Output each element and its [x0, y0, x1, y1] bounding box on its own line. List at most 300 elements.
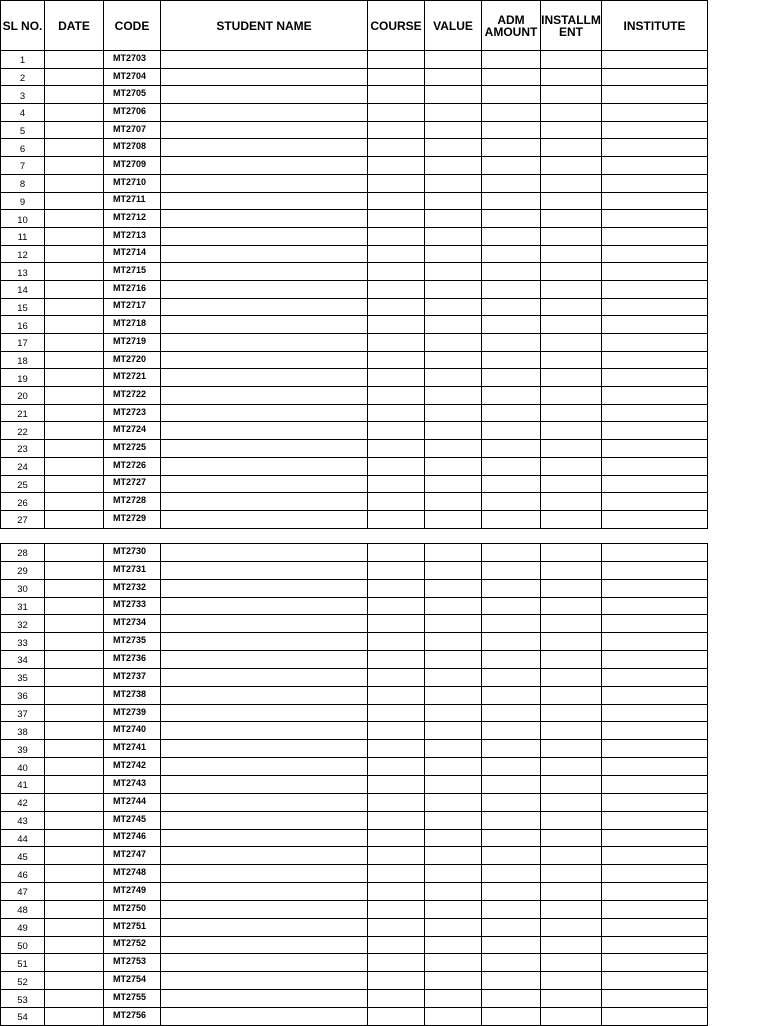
course-cell[interactable]: [368, 245, 425, 263]
institute-cell[interactable]: [602, 883, 708, 901]
student-name-cell[interactable]: [161, 633, 368, 651]
value-cell[interactable]: [425, 758, 482, 776]
student-name-cell[interactable]: [161, 227, 368, 245]
date-cell[interactable]: [45, 121, 104, 139]
adm-amount-cell[interactable]: [482, 192, 541, 210]
institute-cell[interactable]: [602, 316, 708, 334]
installment-cell[interactable]: [541, 954, 602, 972]
student-name-cell[interactable]: [161, 811, 368, 829]
student-name-cell[interactable]: [161, 918, 368, 936]
institute-cell[interactable]: [602, 493, 708, 511]
course-cell[interactable]: [368, 829, 425, 847]
course-cell[interactable]: [368, 493, 425, 511]
installment-cell[interactable]: [541, 900, 602, 918]
date-cell[interactable]: [45, 651, 104, 669]
institute-cell[interactable]: [602, 227, 708, 245]
course-cell[interactable]: [368, 758, 425, 776]
course-cell[interactable]: [368, 263, 425, 281]
course-cell[interactable]: [368, 740, 425, 758]
date-cell[interactable]: [45, 68, 104, 86]
student-name-cell[interactable]: [161, 972, 368, 990]
institute-cell[interactable]: [602, 263, 708, 281]
institute-cell[interactable]: [602, 811, 708, 829]
adm-amount-cell[interactable]: [482, 157, 541, 175]
date-cell[interactable]: [45, 245, 104, 263]
date-cell[interactable]: [45, 227, 104, 245]
student-name-cell[interactable]: [161, 883, 368, 901]
value-cell[interactable]: [425, 298, 482, 316]
value-cell[interactable]: [425, 174, 482, 192]
installment-cell[interactable]: [541, 86, 602, 104]
adm-amount-cell[interactable]: [482, 245, 541, 263]
institute-cell[interactable]: [602, 51, 708, 69]
adm-amount-cell[interactable]: [482, 668, 541, 686]
date-cell[interactable]: [45, 387, 104, 405]
date-cell[interactable]: [45, 900, 104, 918]
institute-cell[interactable]: [602, 404, 708, 422]
date-cell[interactable]: [45, 1007, 104, 1025]
value-cell[interactable]: [425, 86, 482, 104]
course-cell[interactable]: [368, 722, 425, 740]
installment-cell[interactable]: [541, 210, 602, 228]
student-name-cell[interactable]: [161, 86, 368, 104]
institute-cell[interactable]: [602, 245, 708, 263]
date-cell[interactable]: [45, 422, 104, 440]
adm-amount-cell[interactable]: [482, 440, 541, 458]
course-cell[interactable]: [368, 900, 425, 918]
adm-amount-cell[interactable]: [482, 404, 541, 422]
course-cell[interactable]: [368, 579, 425, 597]
student-name-cell[interactable]: [161, 369, 368, 387]
date-cell[interactable]: [45, 883, 104, 901]
adm-amount-cell[interactable]: [482, 457, 541, 475]
value-cell[interactable]: [425, 245, 482, 263]
adm-amount-cell[interactable]: [482, 174, 541, 192]
date-cell[interactable]: [45, 210, 104, 228]
institute-cell[interactable]: [602, 1007, 708, 1025]
institute-cell[interactable]: [602, 157, 708, 175]
date-cell[interactable]: [45, 334, 104, 352]
date-cell[interactable]: [45, 936, 104, 954]
institute-cell[interactable]: [602, 561, 708, 579]
date-cell[interactable]: [45, 316, 104, 334]
installment-cell[interactable]: [541, 811, 602, 829]
date-cell[interactable]: [45, 104, 104, 122]
installment-cell[interactable]: [541, 440, 602, 458]
student-name-cell[interactable]: [161, 440, 368, 458]
institute-cell[interactable]: [602, 475, 708, 493]
course-cell[interactable]: [368, 475, 425, 493]
course-cell[interactable]: [368, 704, 425, 722]
course-cell[interactable]: [368, 298, 425, 316]
date-cell[interactable]: [45, 139, 104, 157]
installment-cell[interactable]: [541, 829, 602, 847]
adm-amount-cell[interactable]: [482, 51, 541, 69]
installment-cell[interactable]: [541, 544, 602, 562]
student-name-cell[interactable]: [161, 475, 368, 493]
adm-amount-cell[interactable]: [482, 422, 541, 440]
date-cell[interactable]: [45, 493, 104, 511]
installment-cell[interactable]: [541, 245, 602, 263]
student-name-cell[interactable]: [161, 829, 368, 847]
date-cell[interactable]: [45, 544, 104, 562]
value-cell[interactable]: [425, 351, 482, 369]
institute-cell[interactable]: [602, 668, 708, 686]
course-cell[interactable]: [368, 918, 425, 936]
adm-amount-cell[interactable]: [482, 579, 541, 597]
institute-cell[interactable]: [602, 68, 708, 86]
institute-cell[interactable]: [602, 334, 708, 352]
course-cell[interactable]: [368, 157, 425, 175]
installment-cell[interactable]: [541, 280, 602, 298]
adm-amount-cell[interactable]: [482, 633, 541, 651]
student-name-cell[interactable]: [161, 758, 368, 776]
date-cell[interactable]: [45, 865, 104, 883]
course-cell[interactable]: [368, 68, 425, 86]
installment-cell[interactable]: [541, 316, 602, 334]
installment-cell[interactable]: [541, 51, 602, 69]
date-cell[interactable]: [45, 972, 104, 990]
value-cell[interactable]: [425, 68, 482, 86]
installment-cell[interactable]: [541, 758, 602, 776]
installment-cell[interactable]: [541, 668, 602, 686]
date-cell[interactable]: [45, 280, 104, 298]
date-cell[interactable]: [45, 615, 104, 633]
institute-cell[interactable]: [602, 918, 708, 936]
value-cell[interactable]: [425, 227, 482, 245]
course-cell[interactable]: [368, 404, 425, 422]
date-cell[interactable]: [45, 510, 104, 528]
student-name-cell[interactable]: [161, 579, 368, 597]
institute-cell[interactable]: [602, 351, 708, 369]
installment-cell[interactable]: [541, 775, 602, 793]
adm-amount-cell[interactable]: [482, 510, 541, 528]
installment-cell[interactable]: [541, 493, 602, 511]
course-cell[interactable]: [368, 334, 425, 352]
student-name-cell[interactable]: [161, 793, 368, 811]
course-cell[interactable]: [368, 316, 425, 334]
adm-amount-cell[interactable]: [482, 493, 541, 511]
institute-cell[interactable]: [602, 369, 708, 387]
institute-cell[interactable]: [602, 387, 708, 405]
date-cell[interactable]: [45, 457, 104, 475]
course-cell[interactable]: [368, 615, 425, 633]
value-cell[interactable]: [425, 210, 482, 228]
value-cell[interactable]: [425, 918, 482, 936]
installment-cell[interactable]: [541, 475, 602, 493]
date-cell[interactable]: [45, 954, 104, 972]
value-cell[interactable]: [425, 263, 482, 281]
date-cell[interactable]: [45, 192, 104, 210]
value-cell[interactable]: [425, 404, 482, 422]
course-cell[interactable]: [368, 369, 425, 387]
course-cell[interactable]: [368, 775, 425, 793]
student-name-cell[interactable]: [161, 351, 368, 369]
institute-cell[interactable]: [602, 457, 708, 475]
date-cell[interactable]: [45, 404, 104, 422]
installment-cell[interactable]: [541, 174, 602, 192]
date-cell[interactable]: [45, 86, 104, 104]
adm-amount-cell[interactable]: [482, 651, 541, 669]
installment-cell[interactable]: [541, 387, 602, 405]
installment-cell[interactable]: [541, 157, 602, 175]
student-name-cell[interactable]: [161, 68, 368, 86]
student-name-cell[interactable]: [161, 900, 368, 918]
installment-cell[interactable]: [541, 990, 602, 1008]
student-name-cell[interactable]: [161, 686, 368, 704]
value-cell[interactable]: [425, 51, 482, 69]
date-cell[interactable]: [45, 633, 104, 651]
installment-cell[interactable]: [541, 192, 602, 210]
institute-cell[interactable]: [602, 990, 708, 1008]
installment-cell[interactable]: [541, 404, 602, 422]
institute-cell[interactable]: [602, 686, 708, 704]
course-cell[interactable]: [368, 422, 425, 440]
adm-amount-cell[interactable]: [482, 298, 541, 316]
adm-amount-cell[interactable]: [482, 369, 541, 387]
installment-cell[interactable]: [541, 597, 602, 615]
installment-cell[interactable]: [541, 510, 602, 528]
adm-amount-cell[interactable]: [482, 758, 541, 776]
value-cell[interactable]: [425, 793, 482, 811]
student-name-cell[interactable]: [161, 51, 368, 69]
value-cell[interactable]: [425, 900, 482, 918]
date-cell[interactable]: [45, 829, 104, 847]
value-cell[interactable]: [425, 544, 482, 562]
value-cell[interactable]: [425, 954, 482, 972]
date-cell[interactable]: [45, 918, 104, 936]
installment-cell[interactable]: [541, 561, 602, 579]
student-name-cell[interactable]: [161, 704, 368, 722]
installment-cell[interactable]: [541, 740, 602, 758]
adm-amount-cell[interactable]: [482, 387, 541, 405]
installment-cell[interactable]: [541, 68, 602, 86]
student-name-cell[interactable]: [161, 104, 368, 122]
institute-cell[interactable]: [602, 651, 708, 669]
institute-cell[interactable]: [602, 704, 708, 722]
institute-cell[interactable]: [602, 422, 708, 440]
installment-cell[interactable]: [541, 704, 602, 722]
adm-amount-cell[interactable]: [482, 900, 541, 918]
date-cell[interactable]: [45, 369, 104, 387]
institute-cell[interactable]: [602, 793, 708, 811]
date-cell[interactable]: [45, 174, 104, 192]
value-cell[interactable]: [425, 686, 482, 704]
student-name-cell[interactable]: [161, 298, 368, 316]
institute-cell[interactable]: [602, 174, 708, 192]
student-name-cell[interactable]: [161, 510, 368, 528]
date-cell[interactable]: [45, 704, 104, 722]
date-cell[interactable]: [45, 740, 104, 758]
value-cell[interactable]: [425, 775, 482, 793]
adm-amount-cell[interactable]: [482, 615, 541, 633]
course-cell[interactable]: [368, 686, 425, 704]
course-cell[interactable]: [368, 1007, 425, 1025]
installment-cell[interactable]: [541, 936, 602, 954]
course-cell[interactable]: [368, 104, 425, 122]
value-cell[interactable]: [425, 615, 482, 633]
adm-amount-cell[interactable]: [482, 918, 541, 936]
adm-amount-cell[interactable]: [482, 1007, 541, 1025]
student-name-cell[interactable]: [161, 561, 368, 579]
adm-amount-cell[interactable]: [482, 936, 541, 954]
student-name-cell[interactable]: [161, 597, 368, 615]
value-cell[interactable]: [425, 847, 482, 865]
date-cell[interactable]: [45, 758, 104, 776]
value-cell[interactable]: [425, 104, 482, 122]
student-name-cell[interactable]: [161, 847, 368, 865]
student-name-cell[interactable]: [161, 334, 368, 352]
course-cell[interactable]: [368, 174, 425, 192]
student-name-cell[interactable]: [161, 722, 368, 740]
installment-cell[interactable]: [541, 1007, 602, 1025]
course-cell[interactable]: [368, 597, 425, 615]
value-cell[interactable]: [425, 280, 482, 298]
institute-cell[interactable]: [602, 597, 708, 615]
value-cell[interactable]: [425, 829, 482, 847]
institute-cell[interactable]: [602, 775, 708, 793]
value-cell[interactable]: [425, 457, 482, 475]
date-cell[interactable]: [45, 440, 104, 458]
value-cell[interactable]: [425, 722, 482, 740]
date-cell[interactable]: [45, 263, 104, 281]
institute-cell[interactable]: [602, 510, 708, 528]
institute-cell[interactable]: [602, 633, 708, 651]
value-cell[interactable]: [425, 883, 482, 901]
date-cell[interactable]: [45, 990, 104, 1008]
student-name-cell[interactable]: [161, 404, 368, 422]
student-name-cell[interactable]: [161, 245, 368, 263]
adm-amount-cell[interactable]: [482, 227, 541, 245]
value-cell[interactable]: [425, 387, 482, 405]
course-cell[interactable]: [368, 847, 425, 865]
value-cell[interactable]: [425, 510, 482, 528]
installment-cell[interactable]: [541, 793, 602, 811]
date-cell[interactable]: [45, 51, 104, 69]
institute-cell[interactable]: [602, 615, 708, 633]
course-cell[interactable]: [368, 544, 425, 562]
value-cell[interactable]: [425, 811, 482, 829]
value-cell[interactable]: [425, 865, 482, 883]
value-cell[interactable]: [425, 561, 482, 579]
student-name-cell[interactable]: [161, 457, 368, 475]
value-cell[interactable]: [425, 990, 482, 1008]
date-cell[interactable]: [45, 722, 104, 740]
date-cell[interactable]: [45, 475, 104, 493]
installment-cell[interactable]: [541, 369, 602, 387]
adm-amount-cell[interactable]: [482, 829, 541, 847]
course-cell[interactable]: [368, 633, 425, 651]
institute-cell[interactable]: [602, 900, 708, 918]
adm-amount-cell[interactable]: [482, 475, 541, 493]
installment-cell[interactable]: [541, 227, 602, 245]
adm-amount-cell[interactable]: [482, 121, 541, 139]
date-cell[interactable]: [45, 775, 104, 793]
installment-cell[interactable]: [541, 918, 602, 936]
institute-cell[interactable]: [602, 210, 708, 228]
date-cell[interactable]: [45, 597, 104, 615]
installment-cell[interactable]: [541, 883, 602, 901]
student-name-cell[interactable]: [161, 280, 368, 298]
installment-cell[interactable]: [541, 121, 602, 139]
date-cell[interactable]: [45, 351, 104, 369]
institute-cell[interactable]: [602, 758, 708, 776]
value-cell[interactable]: [425, 597, 482, 615]
student-name-cell[interactable]: [161, 192, 368, 210]
adm-amount-cell[interactable]: [482, 990, 541, 1008]
date-cell[interactable]: [45, 793, 104, 811]
institute-cell[interactable]: [602, 847, 708, 865]
institute-cell[interactable]: [602, 192, 708, 210]
value-cell[interactable]: [425, 651, 482, 669]
course-cell[interactable]: [368, 865, 425, 883]
installment-cell[interactable]: [541, 334, 602, 352]
date-cell[interactable]: [45, 298, 104, 316]
adm-amount-cell[interactable]: [482, 740, 541, 758]
student-name-cell[interactable]: [161, 740, 368, 758]
institute-cell[interactable]: [602, 280, 708, 298]
institute-cell[interactable]: [602, 104, 708, 122]
adm-amount-cell[interactable]: [482, 68, 541, 86]
institute-cell[interactable]: [602, 829, 708, 847]
installment-cell[interactable]: [541, 651, 602, 669]
course-cell[interactable]: [368, 280, 425, 298]
course-cell[interactable]: [368, 139, 425, 157]
student-name-cell[interactable]: [161, 174, 368, 192]
adm-amount-cell[interactable]: [482, 686, 541, 704]
date-cell[interactable]: [45, 561, 104, 579]
adm-amount-cell[interactable]: [482, 954, 541, 972]
course-cell[interactable]: [368, 510, 425, 528]
student-name-cell[interactable]: [161, 544, 368, 562]
course-cell[interactable]: [368, 210, 425, 228]
value-cell[interactable]: [425, 493, 482, 511]
value-cell[interactable]: [425, 369, 482, 387]
value-cell[interactable]: [425, 740, 482, 758]
value-cell[interactable]: [425, 668, 482, 686]
institute-cell[interactable]: [602, 544, 708, 562]
adm-amount-cell[interactable]: [482, 722, 541, 740]
student-name-cell[interactable]: [161, 210, 368, 228]
course-cell[interactable]: [368, 121, 425, 139]
installment-cell[interactable]: [541, 139, 602, 157]
value-cell[interactable]: [425, 579, 482, 597]
institute-cell[interactable]: [602, 298, 708, 316]
student-name-cell[interactable]: [161, 316, 368, 334]
installment-cell[interactable]: [541, 972, 602, 990]
course-cell[interactable]: [368, 990, 425, 1008]
value-cell[interactable]: [425, 704, 482, 722]
adm-amount-cell[interactable]: [482, 883, 541, 901]
course-cell[interactable]: [368, 387, 425, 405]
date-cell[interactable]: [45, 847, 104, 865]
course-cell[interactable]: [368, 651, 425, 669]
adm-amount-cell[interactable]: [482, 597, 541, 615]
installment-cell[interactable]: [541, 615, 602, 633]
installment-cell[interactable]: [541, 722, 602, 740]
adm-amount-cell[interactable]: [482, 775, 541, 793]
institute-cell[interactable]: [602, 139, 708, 157]
student-name-cell[interactable]: [161, 990, 368, 1008]
value-cell[interactable]: [425, 334, 482, 352]
student-name-cell[interactable]: [161, 775, 368, 793]
adm-amount-cell[interactable]: [482, 865, 541, 883]
value-cell[interactable]: [425, 121, 482, 139]
adm-amount-cell[interactable]: [482, 561, 541, 579]
student-name-cell[interactable]: [161, 954, 368, 972]
institute-cell[interactable]: [602, 954, 708, 972]
date-cell[interactable]: [45, 157, 104, 175]
